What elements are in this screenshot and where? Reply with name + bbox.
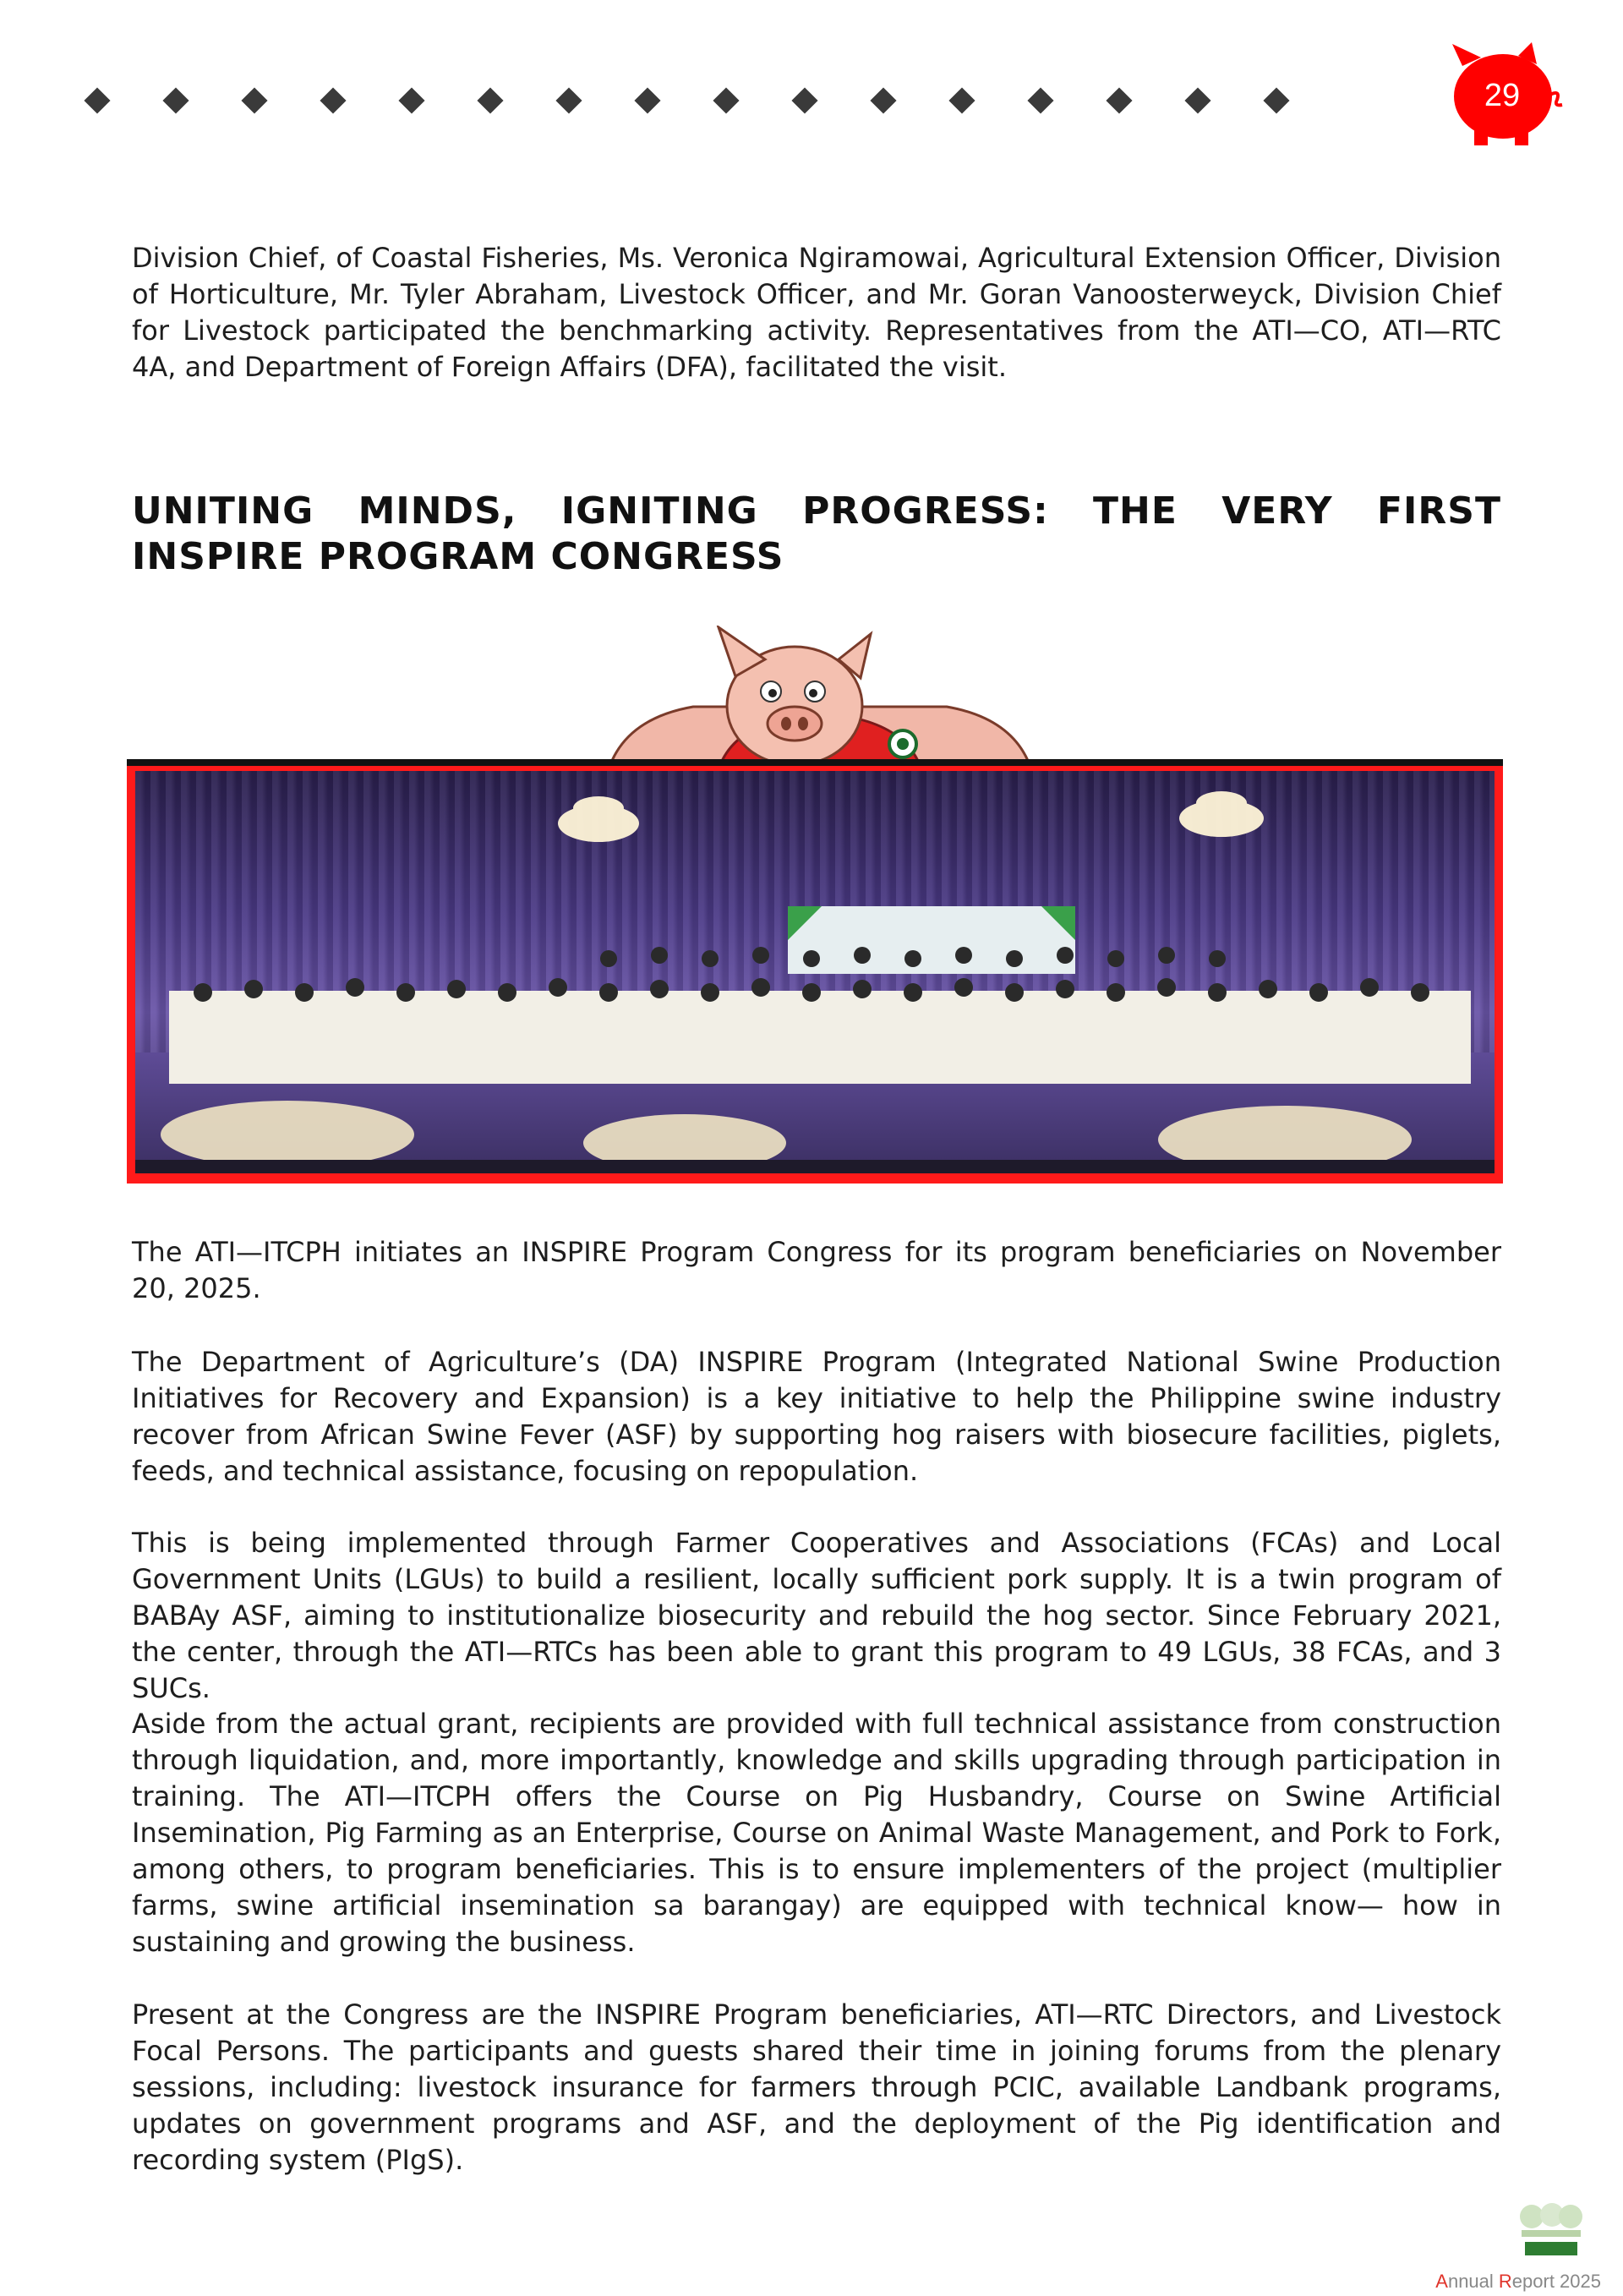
diamond-icon bbox=[1027, 87, 1053, 113]
diamond-icon bbox=[555, 87, 582, 113]
diamond-icon bbox=[1184, 87, 1210, 113]
body-paragraph: The Department of Agriculture’s (DA) INSPIRE Program (Integrated National Swine Production Initiatives for Recovery and Expansion) is a key initiative to help the Philippine swine industry recover from African Swine Fever (ASF) by supporting hog raisers with biosecure facilities, piglets, feeds, and technical assistance, focusing on repopulation. bbox=[132, 1346, 1501, 1487]
group-photo-image bbox=[135, 771, 1495, 1173]
diamond-icon bbox=[791, 87, 817, 113]
pig-mascot-image bbox=[592, 626, 1048, 769]
body-paragraph: Aside from the actual grant, recipients are provided with full technical assistance from construction through liquidation, and, more importantly, knowledge and skills upgrading through participation in training. The ATI—ITCPH offers the Course on Pig Husbandry, Course on Swine Artificial Insemination, Pig Farming as an Enterprise, Course on Animal Waste Management, and Pork to Fork, among others, to program beneficiaries. This is to ensure implementers of the project (multiplier farms, swine artificial insemination sa barangay) are equipped with technical know— how in sustaining and growing the business. bbox=[132, 1708, 1501, 1958]
body-paragraph: The ATI—ITCPH initiates an INSPIRE Program Congress for its program beneficiaries on November 20, 2025. bbox=[132, 1236, 1501, 1304]
diamond-icon bbox=[84, 87, 110, 113]
page-number: 29 bbox=[1484, 78, 1521, 113]
ati-itcph-logo-icon bbox=[1513, 2201, 1589, 2260]
diamond-icon bbox=[1106, 87, 1132, 113]
diamond-icon bbox=[948, 87, 975, 113]
diamond-icon bbox=[634, 87, 660, 113]
section-title: UNITING MINDS, IGNITING PROGRESS: THE VERY FIRST INSPIRE PROGRAM CONGRESS bbox=[132, 489, 1501, 578]
diamond-icon bbox=[870, 87, 896, 113]
intro-paragraph: Division Chief, of Coastal Fisheries, Ms. Veronica Ngiramowai, Agricultural Extension Officer, Division of Horticulture, Mr. Tyler Abraham, Livestock Officer, and Mr. Goran Vanoosterweyck, Division Chief for Livestock participated the benchmarking activity. Representatives from the ATI—CO, ATI—RTC 4A, and Department of Foreign Affairs (DFA), facilitated the visit. bbox=[132, 242, 1501, 383]
header-diamond-row bbox=[88, 85, 1305, 118]
diamond-icon bbox=[1263, 87, 1289, 113]
page-number-badge bbox=[1437, 41, 1564, 150]
event-photo-frame bbox=[127, 759, 1503, 1184]
footer bbox=[1386, 2201, 1623, 2294]
diamond-icon bbox=[241, 87, 267, 113]
body-paragraph: Present at the Congress are the INSPIRE Program beneficiaries, ATI—RTC Directors, and Livestock Focal Persons. The participants and guests shared their time in joining forums from the plenary sessions, including: livestock insurance for farmers through PCIC, available Landbank programs, updates on government programs and ASF, and the deployment of the Pig identification and recording system (PIgS). bbox=[132, 1998, 1501, 2176]
diamond-icon bbox=[398, 87, 424, 113]
diamond-icon bbox=[320, 87, 346, 113]
diamond-icon bbox=[162, 87, 189, 113]
diamond-icon bbox=[713, 87, 739, 113]
diamond-icon bbox=[477, 87, 503, 113]
body-paragraph: This is being implemented through Farmer Cooperatives and Associations (FCAs) and Local Government Units (LGUs) to build a resilient, locally sufficient pork supply. It is a twin program of BABAy ASF, aiming to institutionalize biosecurity and rebuild the hog sector. Since February 2021, the center, through the ATI—RTCs has been able to grant this program to 49 LGUs, 38 FCAs, and 3 SUCs. bbox=[132, 1527, 1501, 1704]
footer-annual-report: Annual Report 2025 bbox=[1435, 2271, 1601, 2292]
